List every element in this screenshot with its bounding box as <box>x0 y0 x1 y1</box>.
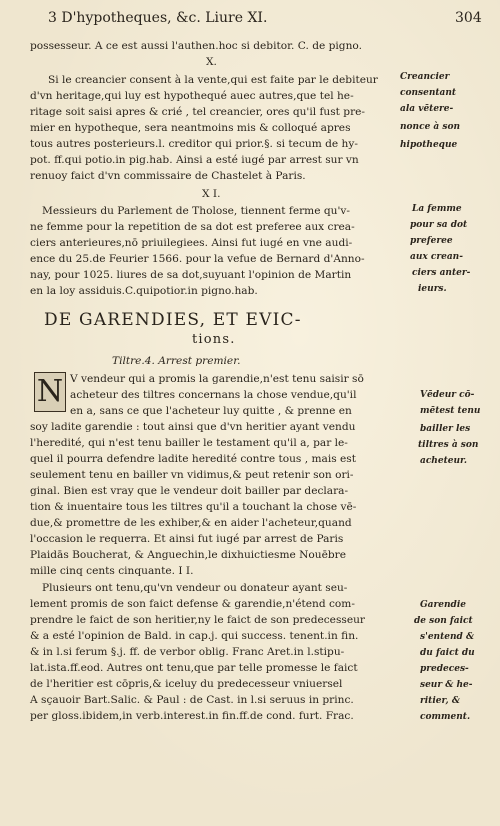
text-line: nay, pour 1025. liures de sa dot,suyuant l'opinion de Martin <box>30 269 352 281</box>
margin-note: s'entend & <box>420 632 475 642</box>
text-line: mille cinq cents cinquante. I I. <box>30 565 194 577</box>
text-line: & in l.si ferum §.j. ff. de verbor oblig. Franc Aret.in l.stipu- <box>30 646 345 658</box>
text-line: mier en hypotheque, sera neantmoins mis & colloqué apres <box>30 122 351 134</box>
text-line: renuoy faict d'vn commissaire de Chastelet à Paris. <box>30 170 306 182</box>
text-line: en a, sans ce que l'acheteur luy quitte , & prenne en <box>70 405 352 417</box>
margin-note: ritier, & <box>420 696 460 706</box>
margin-note: aux crean- <box>410 252 463 262</box>
section-number: X I. <box>202 188 221 200</box>
margin-note: nonce à son <box>400 122 461 132</box>
margin-note: ieurs. <box>418 284 447 294</box>
text-line: ence du 25.de Feurier 1566. pour la vefue de Bernard d'Anno- <box>30 253 365 265</box>
text-line: & a esté l'opinion de Bald. in cap.j. qui success. tenent.in fin. <box>30 630 359 642</box>
text-line: V vendeur qui a promis la garendie,n'est tenu saisir sō <box>70 373 364 385</box>
margin-note: du faict du <box>420 648 475 658</box>
text-line: per gloss.ibidem,in verb.interest.in fin.ff.de cond. furt. Frac. <box>30 710 354 722</box>
margin-note: Garendie <box>420 600 466 610</box>
text-line: ne femme pour la repetition de sa dot est preferee aux crea- <box>30 221 355 233</box>
section-heading: DE GARENDIES, ET EVIC- <box>44 310 302 330</box>
text-line: l'heredité, qui n'est tenu bailler le testament qu'il a, par le- <box>30 437 348 449</box>
margin-note: pour sa dot <box>410 220 468 230</box>
text-line: de l'heritier est cōpris,& iceluy du predecesseur vniuersel <box>30 678 343 690</box>
text-line: Si le creancier consent à la vente,qui est faite par le debiteur <box>48 74 378 86</box>
margin-note: mētest tenu <box>420 406 481 416</box>
text-line: ciers anterieures,nō priuilegiees. Ainsi fut iugé en vne audi- <box>30 237 353 249</box>
margin-note: seur & he- <box>420 680 473 690</box>
text-line: tion & inuentaire tous les tiltres qu'il a touchant la chose vē- <box>30 501 357 513</box>
text-line: en la loy assiduis.C.quipotior.in pigno.hab. <box>30 285 258 297</box>
text-line: acheteur des tiltres concernans la chose vendue,qu'il <box>70 389 357 401</box>
text-line: ginal. Bien est vray que le vendeur doit bailler par declara- <box>30 485 349 497</box>
margin-note: Creancier <box>400 72 450 82</box>
text-line: soy ladite garendie : tout ainsi que d'vn heritier ayant vendu <box>30 421 356 433</box>
margin-note: hipotheque <box>400 140 458 150</box>
margin-note: preferee <box>410 236 453 246</box>
text-line: tous autres posterieurs.l. creditor qui prior.§. si tecum de hy- <box>30 138 358 150</box>
title-rubric: Tiltre.4. Arrest premier. <box>112 355 241 367</box>
margin-note: bailler les <box>420 424 471 434</box>
text-line: d'vn heritage,qui luy est hypothequé auec autres,que tel he- <box>30 90 354 102</box>
text-line: Plaidās Boucherat, & Anguechin,le dixhuictiesme Nouēbre <box>30 549 347 561</box>
margin-note: La femme <box>412 204 462 214</box>
text-line: Plusieurs ont tenu,qu'vn vendeur ou donateur ayant seu- <box>42 582 348 594</box>
drop-cap: N <box>34 372 66 412</box>
text-line: A sçauoir Bart.Salic. & Paul : de Cast. in l.si seruus in princ. <box>30 694 354 706</box>
margin-note: de son faict <box>414 616 473 626</box>
text-line: lat.ista.ff.eod. Autres ont tenu,que par telle promesse le faict <box>30 662 358 674</box>
text-line: seulement tenu en bailler vn vidimus,& peut retenir son ori- <box>30 469 354 481</box>
text-line: due,& promettre de les exhiber,& en aider l'acheteur,quand <box>30 517 352 529</box>
margin-note: consentant <box>400 88 457 98</box>
text-line: pot. ff.qui potio.in pig.hab. Ainsi a esté iugé par arrest sur vn <box>30 154 359 166</box>
page-number: 304 <box>455 10 482 26</box>
margin-note: ala vētere- <box>400 104 454 114</box>
section-number: X. <box>206 56 217 68</box>
text-line: ritage soit saisi apres & crié , tel creancier, ores qu'il fust pre- <box>30 106 365 118</box>
margin-note: predeces- <box>420 664 469 674</box>
margin-note: tiltres à son <box>418 440 479 450</box>
text-line: quel il pourra defendre ladite heredité contre tous , mais est <box>30 453 356 465</box>
text-line: l'occasion le requerra. Et ainsi fut iugé par arrest de Paris <box>30 533 344 545</box>
margin-note: comment. <box>420 712 471 722</box>
text-line: Messieurs du Parlement de Tholose, tiennent ferme qu'v- <box>42 205 350 217</box>
margin-note: Vēdeur cō- <box>420 390 475 400</box>
text-line: prendre le faict de son heritier,ny le faict de son predecesseur <box>30 614 365 626</box>
running-header: 3 D'hypotheques, &c. Liure XI. <box>48 10 268 26</box>
text-line: possesseur. A ce est aussi l'authen.hoc si debitor. C. de pigno. <box>30 40 362 52</box>
margin-note: acheteur. <box>420 456 468 466</box>
margin-note: ciers anter- <box>412 268 471 278</box>
section-heading-cont: tions. <box>192 332 236 347</box>
text-line: lement promis de son faict defense & garendie,n'étend com- <box>30 598 355 610</box>
